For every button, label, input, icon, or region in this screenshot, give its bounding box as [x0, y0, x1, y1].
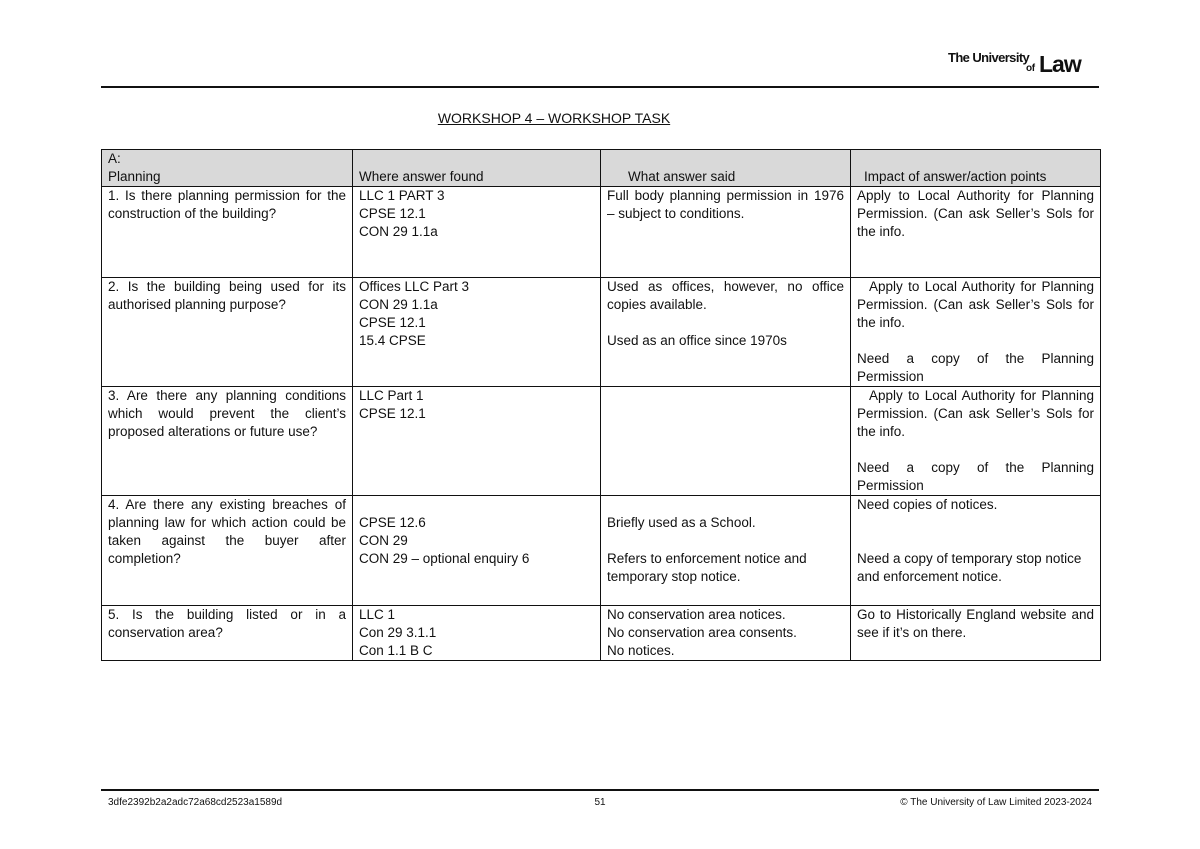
header-cell-said [601, 150, 851, 187]
where-line: CON 29 – optional enquiry 6 [359, 551, 530, 566]
question-cell: 4. Are there any existing breaches of planning law for which action could be taken against the buyer after completion? [102, 496, 353, 606]
where-line: Offices LLC Part 3 [359, 279, 470, 294]
said-line: Used as offices, however, no office copies available. [607, 279, 844, 312]
where-line: Con 1.1 B C [359, 643, 433, 658]
impact-line: Go to Historically England website and see if it’s on there. [857, 607, 1094, 640]
document-code: 3dfe2392b2a2adc72a68cd2523a1589d [108, 797, 283, 808]
said-cell [601, 387, 851, 496]
workshop-task-table [101, 149, 1101, 661]
header-planning: Planning [108, 169, 161, 184]
said-line: No conservation area consents. [607, 625, 797, 640]
impact-line: Need a copy of the Planning Permission [857, 351, 1094, 384]
said-line: Full body planning permission in 1976 – subject to conditions. [607, 188, 844, 221]
said-cell [601, 278, 851, 387]
footer-divider [101, 789, 1099, 791]
question-cell: 3. Are there any planning conditions which would prevent the client’s proposed alterations or future use? [102, 387, 353, 496]
section-label: A: [108, 151, 121, 166]
where-line: LLC Part 1 [359, 388, 424, 403]
impact-line: Need a copy of temporary stop notice and enforcement notice. [857, 551, 1082, 584]
table-row [102, 496, 1101, 606]
where-line: CPSE 12.6 [359, 515, 426, 530]
logo-text-of: of [1026, 63, 1035, 74]
where-cell [353, 496, 601, 606]
where-line: 15.4 CPSE [359, 333, 426, 348]
impact-line: Apply to Local Authority for Planning Permission. (Can ask Seller’s Sols for the info. [857, 388, 1094, 439]
where-line: LLC 1 [359, 607, 396, 622]
logo-text-law: Law [1039, 51, 1081, 77]
where-line: CON 29 1.1a [359, 224, 438, 239]
where-line: LLC 1 PART 3 [359, 188, 445, 203]
said-line: Briefly used as a School. [607, 515, 756, 530]
header-impact: Impact of answer/action points [864, 169, 1047, 184]
header-cell-planning [102, 150, 353, 187]
question-cell: 2. Is the building being used for its authorised planning purpose? [102, 278, 353, 387]
impact-line: Apply to Local Authority for Planning Permission. (Can ask Seller’s Sols for the info. [857, 188, 1094, 239]
impact-cell [851, 387, 1101, 496]
header-cell-impact [851, 150, 1101, 187]
table-row [102, 606, 1101, 661]
said-line: Refers to enforcement notice and temporary stop notice. [607, 551, 807, 584]
said-line: No notices. [607, 643, 675, 658]
impact-line: Need copies of notices. [857, 497, 998, 512]
impact-cell [851, 606, 1101, 661]
page-title: WORKSHOP 4 – WORKSHOP TASK [437, 110, 671, 126]
where-cell [353, 278, 601, 387]
where-cell [353, 187, 601, 278]
impact-line: Apply to Local Authority for Planning Permission. (Can ask Seller’s Sols for the info. [857, 279, 1094, 330]
table-row [102, 187, 1101, 278]
copyright-notice: © The University of Law Limited 2023-2024 [900, 797, 1092, 808]
impact-cell [851, 187, 1101, 278]
where-line: CPSE 12.1 [359, 406, 426, 421]
table-header-row [102, 150, 1101, 187]
where-line: CPSE 12.1 [359, 315, 426, 330]
question-cell: 5. Is the building listed or in a conservation area? [102, 606, 353, 661]
header-cell-where [353, 150, 601, 187]
table-row [102, 387, 1101, 496]
where-cell [353, 387, 601, 496]
said-cell [601, 496, 851, 606]
impact-cell [851, 278, 1101, 387]
question-cell: 1. Is there planning permission for the construction of the building? [102, 187, 353, 278]
header-divider [101, 86, 1099, 88]
where-line: CON 29 1.1a [359, 297, 438, 312]
said-line: No conservation area notices. [607, 607, 786, 622]
header-where-found: Where answer found [359, 169, 484, 184]
where-line: Con 29 3.1.1 [359, 625, 437, 640]
page-number: 51 [594, 797, 606, 808]
logo-text-university: The University [948, 50, 1030, 65]
impact-line: Need a copy of the Planning Permission [857, 460, 1094, 493]
said-line: Used as an office since 1970s [607, 333, 787, 348]
impact-cell [851, 496, 1101, 606]
table-row [102, 278, 1101, 387]
university-logo [946, 50, 1096, 78]
where-line: CPSE 12.1 [359, 206, 426, 221]
said-cell [601, 606, 851, 661]
where-cell [353, 606, 601, 661]
header-what-said: What answer said [628, 169, 736, 184]
said-cell [601, 187, 851, 278]
where-line: CON 29 [359, 533, 408, 548]
